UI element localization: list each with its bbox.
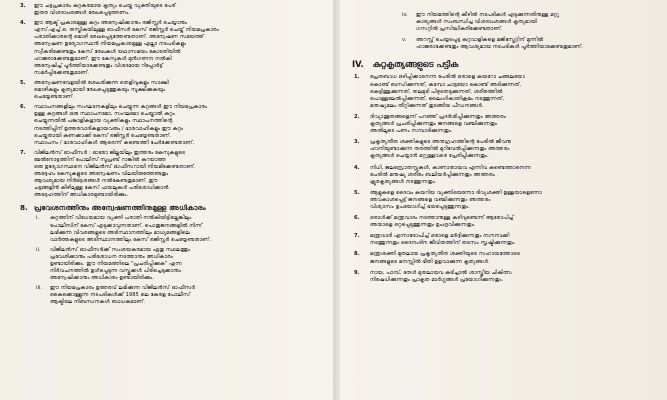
item-number: 5. <box>354 189 360 196</box>
list-item <box>340 190 662 211</box>
list-item <box>340 12 662 33</box>
subsection-heading <box>0 203 328 212</box>
item-text: ഈ നിയമത്തിന്റെ കീഴിൽ നടപടികൾ എടുക്കുന്നതിനുള്ള മറ്റു കാര്യങ്ങൾ സംബന്ധിച്ച വിശദാംശങ്ങൾ കൃത്യമായി ഗസറ്റിൽ പ്രസിദ്ധീകരിക്കേണ്ടതാണ്. <box>416 12 559 33</box>
item-number: 8. <box>354 251 360 258</box>
item-number: 8. <box>20 203 28 213</box>
item-text: പ്രകൃത്യതീത ശക്തികളുടെ അനുഗ്രഹത്തിന്റെ പേരിൽ ജീവനു ഹാനിയുണ്ടാക്കുന്ന തരത്തിൽ മുറിവേൽപ്പിക്കുന്നതും അത്തരം കൃത്യങ്ങൾ ചെയ്യാൻ മറ്റുള്ളവരെ പ്രേരിപ്പിക്കുന്നതും. <box>370 139 512 160</box>
list-item <box>0 3 328 17</box>
item-number: 3. <box>20 3 26 9</box>
item-text: അന്വേഷണവേളയിൽ ശേഖരിക്കുന്ന തെളിവുകളും സാക്ഷി മൊഴികളും കൃത്യമായി രേഖപ്പെടുത്തുകയും സൂക്ഷിക്കുകയും ചെയ്യേണ്ടതാണ്. <box>34 79 169 101</box>
section-title: കുറ്റകൃത്യങ്ങളുടെ പട്ടിക <box>372 59 459 70</box>
list-item <box>340 114 662 135</box>
item-text: പ്രവേശനത്തിനും അന്വേഷണത്തിനുമുള്ള അധികാരം <box>34 203 206 213</box>
item-number: 1. <box>354 74 360 81</box>
list-item <box>340 74 662 109</box>
item-text: സ്ഥാപനങ്ങളിലും സംഘടനകളിലും ചെയ്യുന്ന കുറ്റങ്ങൾ ഈ നിയമപ്രകാരം ഉള്ള കുറ്റങ്ങൾ ഒരു സ്ഥാപനമോ, സംഘമോ ചെയ്താൽ കുറ്റം ചെയ്യുന്നതിൽ പങ്കാളികളായ വ്യക്തികളും സ്ഥാപനത്തിന്റെ നടത്തിപ്പിന് ഉത്തരവാദികളായവരും / ഭാരവാഹികളും ഈ കുറ്റം ചെയ്തതായി കണക്കാക്കി കേസ് രജിസ്റ്റർ ചെയ്യേണ്ടതാണ്. സ്ഥാപനം / ഭാരവാഹികൾ ആരെന്ന് കണ്ടെത്തി ചേർക്കേണ്ടതാണ്. <box>34 104 208 146</box>
item-number: 2. <box>354 113 360 120</box>
item-text: ഈ ചട്ടപ്രകാരം കുറ്റകരമായ കൃത്യം ചെയ്ത വ്യക്തിയുടെ പേര് ഇതര വിശദാംശങ്ങൾ രേഖപ്പെടുത്തണം. <box>34 3 176 17</box>
item-number: 6. <box>20 104 26 111</box>
item-number: v. <box>402 37 407 44</box>
item-text: നിധി, ജലസ്രോതസ്സുകൾ, കാണാതായവ എന്നിവ കണ്ടെത്താനെന്ന പേരിൽ മനുഷ്യ ശരീരം ബലിയർപ്പിക്കുന്നതും അത്തരം ക്രൂരകൃത്യങ്ങൾ നടത്തുന്നതും. <box>370 164 531 185</box>
item-text: അറസ്റ്റ് ചെയ്യപ്പെട്ട കുറ്റവാളികളെ മജിസ്ട്രേറ്റിന് മുന്നിൽ ഹാജരാക്കേണ്ടതും ആവശ്യമായ നടപടികൾ പൂർത്തിയാക്കേണ്ടതുമാണ്. <box>416 37 583 51</box>
list-item <box>0 104 328 147</box>
item-number: 5. <box>20 79 26 86</box>
item-number: 3. <box>354 139 360 146</box>
list-item <box>0 80 328 101</box>
item-number: iv. <box>402 12 408 18</box>
item-text: മന്ത്രശക്തി മുതലായ പ്രകൃത്യതീത ശക്തിയുടെ സഹായത്തോടെ ജനങ്ങളുടെ മനസ്സിൽ ഭീതി ഉളവാക്കുന്ന കൃത്യങ്ങൾ. <box>370 251 520 265</box>
item-text: കുറ്റത്തിന് വിധേയമായ വ്യക്തി പരാതി നൽകിയിട്ടില്ലെങ്കിലും പോലീസിന് കേസ് എടുക്കാവുന്നതാണ്. പൊതുജനങ്ങളിൽ നിന്ന് ലഭിക്കുന്ന വിവരങ്ങളുടെ അടിസ്ഥാനത്തിലും മാധ്യമങ്ങളിലെ വാർത്തകളുടെ അടിസ്ഥാനത്തിലും കേസ് രജിസ്റ്റർ ചെയ്യേണ്ടതാണ്. <box>50 215 212 243</box>
item-number: 4. <box>20 20 26 27</box>
list-item <box>340 37 662 51</box>
right-list-items <box>340 74 667 283</box>
item-text: നായ, പാമ്പ്, തേൾ മുതലായവ കടിച്ചാൽ ശാസ്ത്രീയ ചികിത്സ നിഷേധിക്കുന്നതും പ്രാകൃത മാർഗ്ഗങ്ങൾ പ്രയോഗിക്കുന്നതും. <box>370 269 512 283</box>
list-item <box>340 233 662 247</box>
list-item <box>0 285 328 306</box>
item-number: 7. <box>354 233 360 240</box>
item-text: മന്ത്രവാദി എന്നാരോപിച്ച് ഒരാളെ മർദ്ദിക്കുന്നതും നഗ്നനാക്കി നടത്തുന്നതും ദൈനംദിന ജീവിതത്തിന് തടസം സൃഷ്ടിക്കുന്നതും. <box>370 233 516 247</box>
section-heading <box>352 59 652 69</box>
item-number: 7. <box>20 149 26 156</box>
item-text: ആളുകളെ ദൈവം കയറിയ വ്യക്തിയെന്നോ ദിവ്യശക്തി ഉള്ളയാളെന്നോ അവകാശപ്പെട്ട് ജനങ്ങളെ വഞ്ചിക്കുന്നതും അത്തരം വിശ്വാസം ഉപയോഗിച്ച് ഭയപ്പെടുത്തുന്നതും. <box>370 189 542 210</box>
right-top-items <box>340 12 667 51</box>
item-number: iii. <box>36 285 42 292</box>
right-column <box>340 0 667 400</box>
item-number: ii. <box>36 246 41 253</box>
item-number: 9. <box>354 269 360 276</box>
section-number: IV. <box>352 59 364 70</box>
list-item <box>340 215 662 229</box>
item-text: ഈ നിയമപ്രകാരം ഉത്തരവ് ലഭിക്കുന്ന വിജിലൻസ് ഓഫീസർ കൈക്കൊള്ളുന്ന നടപടികൾക്ക് 1985 ലെ കേരള പോലീസ് ആക്ടിലെ നിബന്ധനകൾ ബാധകമാണ്. <box>50 285 195 306</box>
item-text: വിജിലൻസ് ഓഫീസർക്ക് സംശയകരമായ ഏതു സ്ഥലത്തും പ്രവേശിക്കാനും പരിശോധന നടത്താനും അധികാരം ഉണ്ടായിരിക്കും. ഈ നിയമത്തിലെ "പ്രചരിപ്പിക്കുക" എന്ന നിർവചനത്തിൽ ഉൾപ്പെടുന്ന വസ്തുക്കൾ പിടിച്ചെടുക്കാനും അന്വേഷിക്കാനും അധികാരം ഉണ്ടായിരിക്കും. <box>50 246 191 282</box>
item-number: 6. <box>354 215 360 222</box>
list-item <box>340 165 662 186</box>
item-text: ഒരാൾക്ക് മന്ത്രവാദം നടത്താനുള്ള കഴിവുണ്ടെന്ന് ആരോപിച്ച് അയാളെ ഒറ്റപ്പെടുത്തുന്നതും ഉപദ്രവിക്കുന്നതും. <box>370 215 514 229</box>
item-text: ഈ ആക്ട് പ്രകാരമുള്ള കുറ്റം അന്വേഷിക്കാനും രജിസ്റ്റർ ചെയ്യാനും എസ്.എച്ച്.ഒ. തസ്തികയിലുള്ള ഓഫീസർ കേസ് രജിസ്റ്റർ ചെയ്ത് നിയമപ്രകാരം പരാതിക്കാരന്റെ മൊഴി രേഖപ്പെടുത്തേണ്ടതാണ്. അന്വേഷണ സമയത്ത് അന്വേഷണ ഉദ്യോഗസ്ഥൻ നിയമപ്രകാരമുള്ള എല്ലാ നടപടികളും സ്വീകരിക്കേണ്ടതും കേസ് രേഖകൾ യഥാസമയം കോടതിയിൽ ഹാജരാക്കേണ്ടതുമാണ്. ഈ കേസുകൾ മുൻഗണന നൽകി അന്വേഷിച്ച് പൂർത്തിയാക്കേണ്ടതും വിശദമായ റിപ്പോർട്ട് സമർപ്പിക്കേണ്ടതുമാണ്. <box>34 20 219 76</box>
page-gutter <box>333 0 340 400</box>
list-item <box>0 20 328 77</box>
list-item <box>340 251 662 265</box>
list-item <box>0 150 328 200</box>
left-items <box>0 3 333 307</box>
list-item <box>340 270 662 284</box>
list-item <box>340 139 662 160</box>
item-number: i. <box>36 215 40 222</box>
list-item <box>0 215 328 243</box>
item-text: ദിവ്യാത്ഭുതങ്ങളെന്ന് പറഞ്ഞ് പ്രദർശിപ്പിക്കുന്നതും അത്തരം കൃത്യങ്ങൾ പ്രചരിപ്പിക്കുന്നതും ജനങ്ങളെ വഞ്ചിക്കുന്നതും അതിലൂടെ പണം സമ്പാദിക്കുന്നതും. <box>370 113 506 135</box>
item-text: വിജിലൻസ് ഓഫീസർ : ഓരോ ജില്ലയിലും ഇത്തരം കേസുകളുടെ മേൽനോട്ടത്തിന് പോലീസ് സൂപ്രണ്ട് റാങ്കിൽ കുറയാത്ത ഒരു ഉദ്യോഗസ്ഥനെ വിജിലൻസ് ഓഫീസറായി നിയമിക്കേണ്ടതാണ്. അദ്ദേഹം കേസുകളുടെ അന്വേഷണം വിലയിരുത്തേണ്ടതും ആവശ്യമായ നിർദ്ദേശങ്ങൾ നൽകേണ്ടതുമാണ്. ഈ ചട്ടങ്ങളിൻ കീഴിലുള്ള കേസ് ഫയലുകൾ പരിശോധിക്കാൻ അദ്ദേഹത്തിന് അധികാരമുണ്ടായിരിക്കും. <box>34 149 196 199</box>
item-number: 4. <box>354 164 360 171</box>
list-item <box>0 247 328 282</box>
item-text: പ്രേതബാധ ഒഴിപ്പിക്കാനെന്ന പേരിൽ ഒരാളെ കയറോ ചങ്ങലയോ കൊണ്ട് ബന്ധിക്കുന്നത്, കമ്പോ ചാട്ടയോ കൊണ്ട് അടിക്കുന്നത്, കെട്ടിത്തൂക്കുന്നത്, തലമുടി പിഴുതെടുക്കുന്നത്, ശരീരത്തിൽ പൊള്ളലേൽപ്പിക്കുന്നത്, ലൈംഗികാതിക്രമം നടത്തുന്നത്, മനുഷ്യമലം തീറ്റിക്കുന്നത് തുടങ്ങിയ പീഡനങ്ങൾ. <box>370 74 525 109</box>
left-column <box>0 0 333 400</box>
